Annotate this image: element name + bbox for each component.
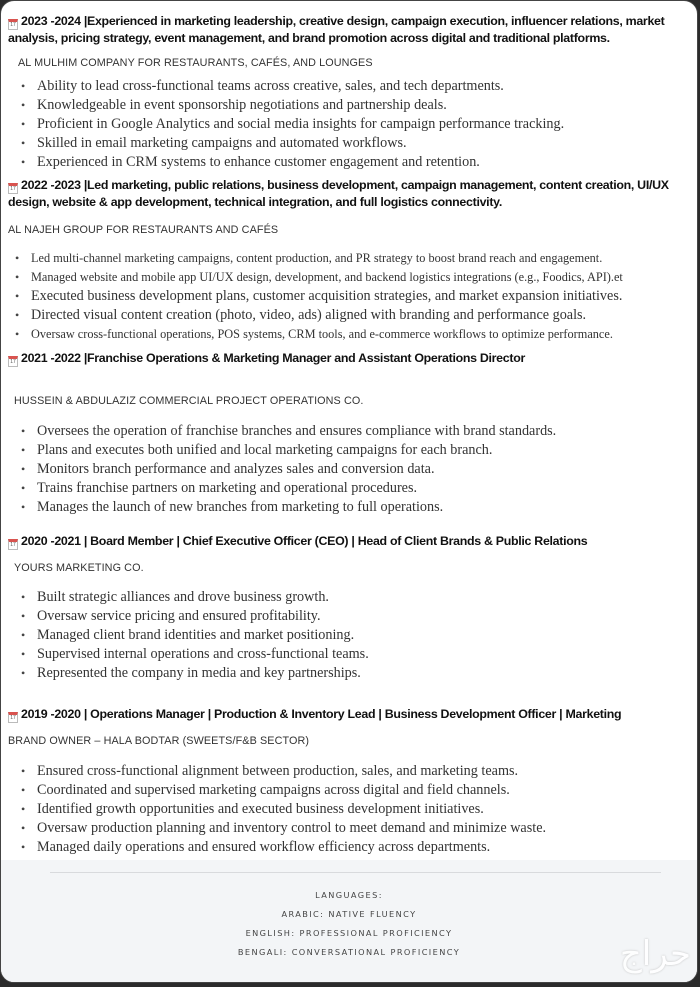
list-item: • Knowledgeable in event sponsorship negotiations and partnership deals.	[14, 96, 689, 115]
languages-footer	[1, 860, 697, 982]
language-item: BENGALI: CONVERSATIONAL PROFICIENCY	[237, 947, 461, 957]
job-section	[8, 706, 689, 857]
responsibility-list	[14, 762, 689, 857]
job-heading	[8, 177, 689, 210]
job-section	[8, 350, 689, 517]
list-item: • Ability to lead cross-functional teams across creative, sales, and tech departments.	[14, 77, 689, 96]
responsibility-list	[14, 422, 689, 517]
company-name: YOURS MARKETING CO.	[14, 562, 144, 574]
list-item: • Coordinated and supervised marketing campaigns across digital and field channels.	[14, 781, 689, 800]
company-name: AL NAJEH GROUP FOR RESTAURANTS AND CAFÉS	[8, 224, 279, 236]
company-name: HUSSEIN & ABDULAZIZ COMMERCIAL PROJECT OPERATIONS CO.	[14, 395, 364, 407]
list-item: • Directed visual content creation (photo, video, ads) aligned with branding and performance goals.	[8, 306, 689, 325]
list-item: • Ensured cross-functional alignment between production, sales, and marketing teams.	[14, 762, 689, 781]
list-item: • Oversaw production planning and inventory control to meet demand and minimize waste.	[14, 819, 689, 838]
language-item: ENGLISH: PROFESSIONAL PROFICIENCY	[245, 928, 453, 938]
list-item: • Manages the launch of new branches from marketing to full operations.	[14, 498, 689, 517]
job-section	[8, 177, 689, 344]
job-heading	[8, 13, 689, 46]
list-item: • Managed website and mobile app UI/UX design, development, and backend logistics integrations (e.g., Foodics, API).et	[8, 268, 689, 287]
languages-list	[1, 860, 697, 976]
job-heading	[8, 350, 689, 367]
responsibility-list	[14, 588, 689, 683]
job-heading	[8, 533, 689, 550]
list-item: • Supervised internal operations and cross-functional teams.	[14, 645, 689, 664]
job-heading	[8, 706, 689, 723]
job-section	[8, 13, 689, 172]
list-item: • Oversees the operation of franchise branches and ensures compliance with brand standards.	[14, 422, 689, 441]
job-heading-text: 2021 -2022 |Franchise Operations & Marketing Manager and Assistant Operations Director	[21, 351, 525, 365]
list-item: • Managed client brand identities and market positioning.	[14, 626, 689, 645]
responsibility-list	[8, 249, 689, 344]
job-section	[8, 533, 689, 683]
job-heading-text: 2019 -2020 | Operations Manager | Production & Inventory Lead | Business Development Officer | Marketing	[21, 707, 622, 721]
list-item: • Identified growth opportunities and executed business development initiatives.	[14, 800, 689, 819]
list-item: • Trains franchise partners on marketing and operational procedures.	[14, 479, 689, 498]
experience-sections	[1, 13, 697, 857]
list-item: • Proficient in Google Analytics and social media insights for campaign performance tracking.	[14, 115, 689, 134]
calendar-icon: 17	[8, 712, 18, 723]
calendar-icon: 17	[8, 183, 18, 194]
list-item: • Skilled in email marketing campaigns and automated workflows.	[14, 134, 689, 153]
calendar-icon: 17	[8, 19, 18, 30]
list-item: • Oversaw service pricing and ensured profitability.	[14, 607, 689, 626]
watermark-logo: حراج	[619, 934, 691, 974]
list-item: • Plans and executes both unified and local marketing campaigns for each branch.	[14, 441, 689, 460]
list-item: • Represented the company in media and key partnerships.	[14, 664, 689, 683]
list-item: • Built strategic alliances and drove business growth.	[14, 588, 689, 607]
list-item: • Oversaw cross-functional operations, POS systems, CRM tools, and e-commerce workflows to optimize performance.	[8, 325, 689, 344]
list-item: • Managed daily operations and ensured workflow efficiency across departments.	[14, 838, 689, 857]
calendar-icon: 17	[8, 356, 18, 367]
job-heading-text: 2020 -2021 | Board Member | Chief Executive Officer (CEO) | Head of Client Brands & Public Relations	[21, 534, 588, 548]
list-item: • Monitors branch performance and analyzes sales and conversion data.	[14, 460, 689, 479]
list-item: • Executed business development plans, customer acquisition strategies, and market expansion initiatives.	[8, 287, 689, 306]
divider	[50, 872, 661, 873]
company-name: AL MULHIM COMPANY FOR RESTAURANTS, CAFÉS, AND LOUNGES	[18, 57, 373, 69]
languages-title: LANGUAGES:	[315, 890, 383, 900]
list-item: • Led multi-channel marketing campaigns, content production, and PR strategy to boost brand reach and engagement.	[8, 249, 689, 268]
job-heading-text: 2022 -2023 |Led marketing, public relations, business development, campaign management, content creation, UI/UX design, website & app development, technical integration, and full logistics connectivity.	[8, 178, 669, 209]
job-heading-text: 2023 -2024 |Experienced in marketing leadership, creative design, campaign execution, influencer relations, market analysis, pricing strategy, event management, and brand promotion across digital and traditional platforms.	[8, 14, 665, 45]
language-item: ARABIC: NATIVE FLUENCY	[281, 909, 417, 919]
calendar-icon: 17	[8, 539, 18, 550]
company-name: BRAND OWNER – HALA BODTAR (SWEETS/F&B SECTOR)	[8, 735, 310, 747]
responsibility-list	[14, 77, 689, 172]
list-item: • Experienced in CRM systems to enhance customer engagement and retention.	[14, 153, 689, 172]
